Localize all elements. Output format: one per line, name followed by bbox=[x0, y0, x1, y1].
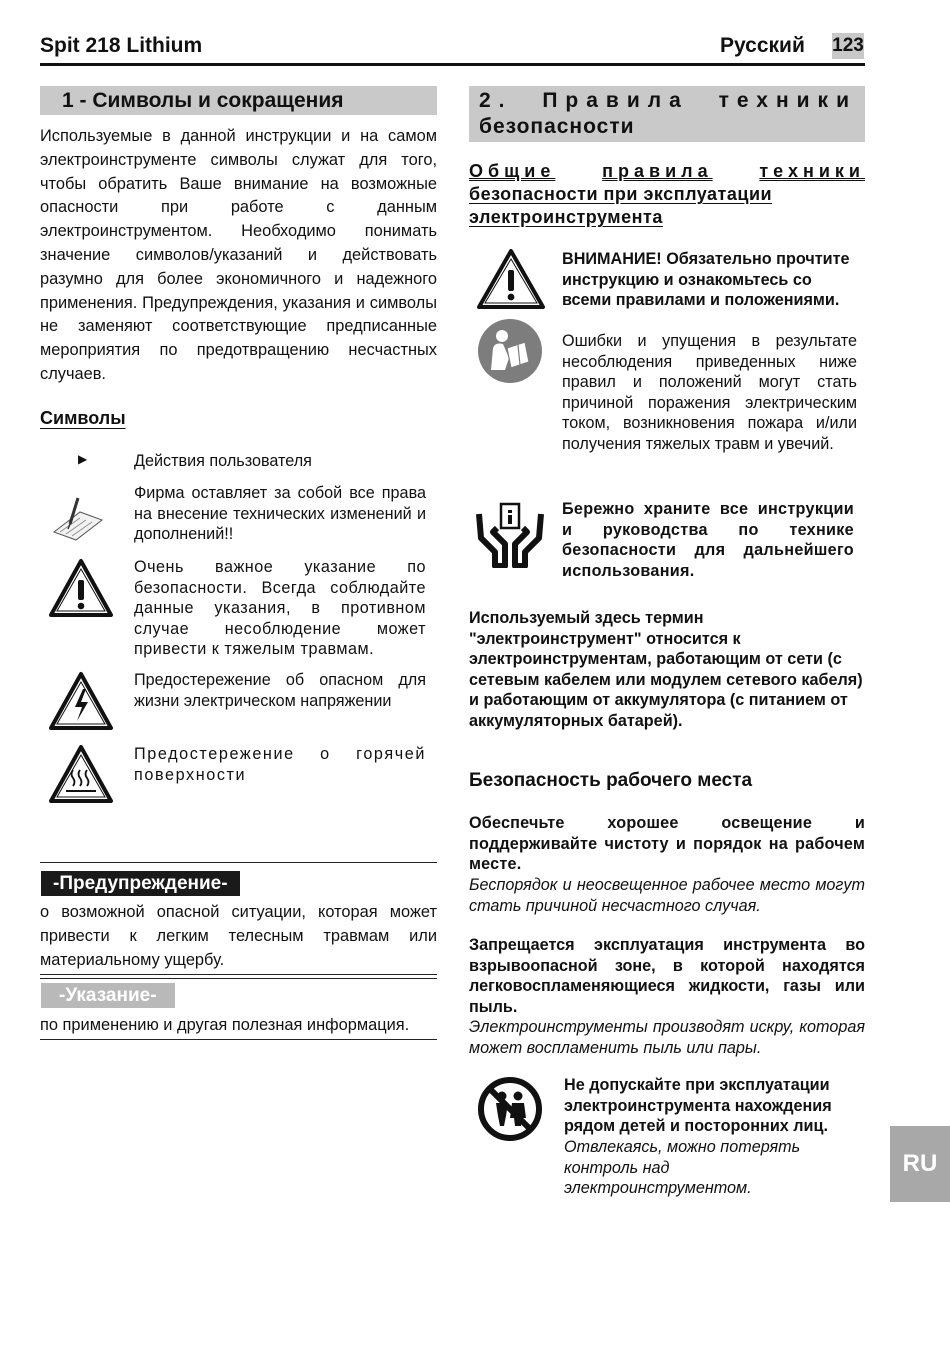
explosive-rule-bold: Запрещается эксплуатация инструмента во взрывоопасной зоне, в которой находятся легковоспламеняющиеся жидкости, газы или пыль. bbox=[469, 936, 865, 1016]
general-rules-line3: электроинструмента bbox=[469, 207, 663, 227]
hot-surface-icon bbox=[48, 744, 114, 804]
symbol-text-voltage: Предостережение об опасном для жизни электрическом напряжении bbox=[134, 671, 426, 710]
children-rule-bold: Не допускайте при эксплуатации электроинструмента нахождения рядом детей и посторонних лиц. bbox=[564, 1076, 832, 1136]
general-rules-word: Общие bbox=[469, 161, 556, 181]
section2-title-word: техники bbox=[718, 89, 857, 112]
symbol-text-important-safety: Очень важное указание по безопасности. Всегда соблюдайте данные указания, в противном случае несоблюдение может привести к тяжелым травмам. bbox=[134, 558, 426, 659]
keep-instructions-icon bbox=[475, 500, 545, 568]
language-side-tab: RU bbox=[890, 1126, 950, 1202]
explosive-rule-italic: Электроинструменты производят искру, которая может воспламенить пыль или пары. bbox=[469, 1018, 865, 1057]
symbols-heading: Символы bbox=[40, 408, 126, 428]
term-definition-text: Используемый здесь термин "электроинструмент" относится к электроинструментам, работающим от сети (с сетевым кабелем или модулем сетевого кабеля) и работающим от аккумулятора (с питанием от аккумуляторных батарей). bbox=[469, 609, 863, 730]
attention-bold-text: ВНИМАНИЕ! Обязательно прочтите инструкцию и ознакомьтесь со всеми правилами и положениями. bbox=[562, 250, 850, 310]
language-label: Русский bbox=[720, 34, 805, 57]
workplace-safety-heading: Безопасность рабочего места bbox=[469, 770, 753, 791]
general-rules-line1 bbox=[469, 160, 865, 183]
children-rule-italic: Отвлекаясь, можно потерять контроль над электроинструментом. bbox=[564, 1138, 801, 1198]
general-rules-word: правила bbox=[602, 161, 713, 181]
general-rules-subtitle bbox=[469, 160, 865, 229]
note-bottom-rule bbox=[40, 1039, 437, 1040]
section2-title-word: 2. bbox=[479, 89, 513, 112]
section2-title bbox=[469, 86, 865, 142]
high-voltage-icon bbox=[48, 671, 114, 731]
warning-label: -Предупреждение- bbox=[41, 871, 240, 896]
section1-intro: Используемые в данной инструкции и на самом электроинструменте символы служат для того, чтобы обратить Ваше внимание на возможные опасности при работе с данным электроинструментом. Необходимо понимать значение символов/указаний и действовать разумно для более экономичного и надежного применения. Предупреждения, указания и символы не заменяют соответствующие предписанные мероприятия по предотвращению несчастных случаев. bbox=[40, 127, 437, 383]
pen-paper-icon bbox=[46, 494, 106, 544]
note-top-rule bbox=[40, 978, 437, 979]
warning-text: о возможной опасной ситуации, которая может привести к легким телесным травмам или материальному ущербу. bbox=[40, 903, 437, 969]
lighting-rule-italic: Беспорядок и неосвещенное рабочее место могут стать причиной несчастного случая. bbox=[469, 876, 865, 915]
note-label: -Указание- bbox=[41, 983, 175, 1008]
section2-title-word: Правила bbox=[542, 89, 689, 112]
document-title: Spit 218 Lithium bbox=[40, 34, 203, 57]
warning-bottom-rule bbox=[40, 974, 437, 975]
warning-triangle-icon bbox=[48, 558, 114, 618]
no-children-icon bbox=[477, 1076, 543, 1142]
section1-title: 1 - Символы и сокращения bbox=[40, 86, 437, 115]
symbol-text-hot-surface: Предостережение о горячей поверхности bbox=[134, 745, 426, 784]
symbol-text-user-action: Действия пользователя bbox=[134, 452, 312, 470]
page-number: 123 bbox=[832, 33, 864, 59]
general-rules-line2: безопасности при эксплуатации bbox=[469, 184, 773, 204]
general-rules-word: техники bbox=[759, 161, 865, 181]
header-rule bbox=[40, 63, 865, 66]
read-manual-icon bbox=[477, 318, 543, 384]
warning-top-rule bbox=[40, 862, 437, 863]
attention-body-text: Ошибки и упущения в результате несоблюдения приведенных ниже правил и положений могут стать причиной поражения электрическим током, возникновения пожара и/или получения тяжелых травм и увечий. bbox=[562, 332, 857, 453]
keep-instructions-text: Бережно храните все инструкции и руководства по технике безопасности для дальнейшего использования. bbox=[562, 500, 854, 580]
warning-triangle-icon bbox=[476, 248, 546, 310]
section2-title-line2: безопасности bbox=[479, 115, 635, 138]
lighting-rule-bold: Обеспечьте хорошее освещение и поддерживайте чистоту и порядок на рабочем месте. bbox=[469, 814, 865, 874]
note-text: по применению и другая полезная информация. bbox=[40, 1016, 410, 1034]
symbol-text-rights: Фирма оставляет за собой все права на внесение технических изменений и дополнений!! bbox=[134, 484, 426, 544]
section2-title-line1 bbox=[479, 88, 857, 114]
arrow-right-icon: ▶ bbox=[78, 452, 88, 466]
